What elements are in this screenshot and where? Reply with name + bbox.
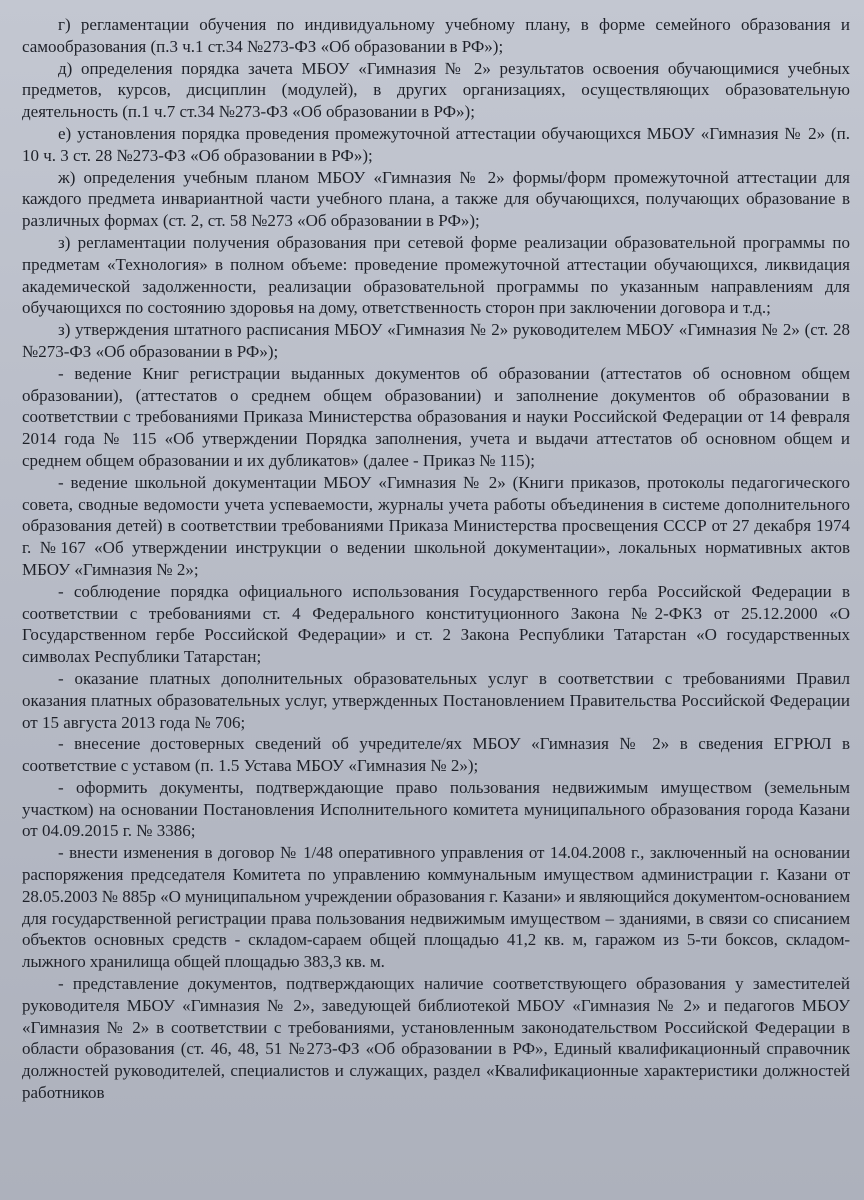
paragraph-z-network: з) регламентации получения образования при сетевой форме реализации образовательной программы по предметам «Технология» в полном объеме: проведение промежуточной аттестации обучающихся, ликвидация академической задолженности, реализации образовательной программы по указанным направлениям для обучающихся по состоянию здоровья на дому, ответственность сторон при заключении договора и т.д.; xyxy=(22,232,850,318)
list-item-education-documents: - представление документов, подтверждающих наличие соответствующего образования у заместителей руководителя МБОУ «Гимназия № 2», заведующей библиотекой МБОУ «Гимназия № 2» и педагогов МБОУ «Гимназия № 2» в соответствии с требованиями, установленным законодательством Российской Федерации в области образования (ст. 46, 48, 51 №273-ФЗ «Об образовании в РФ», Единый квалификационный справочник должностей руководителей, специалистов и служащих, раздел «Квалификационные характеристики должностей работников xyxy=(22,974,850,1103)
list-item-land-documents: - оформить документы, подтверждающие право пользования недвижимым имуществом (земельным участком) на основании Постановления Исполнительного комитета муниципального образования города Казани от 04.09.2015 г. № 3386; xyxy=(22,777,850,841)
paragraph-z-staffing: з) утверждения штатного расписания МБОУ «Гимназия № 2» руководителем МБОУ «Гимназия № 2» (ст. 28 №273-ФЗ «Об образовании в РФ»); xyxy=(22,320,850,361)
list-item-management-contract: - внести изменения в договор № 1/48 оперативного управления от 14.04.2008 г., заключенный на основании распоряжения председателя Комитета по управлению коммунальным имуществом администрации г. Казани от 28.05.2003 № 885р «О муниципальном учреждении образования г. Казани» и являющийся документом-основанием для государственной регистрации права пользования недвижимым имуществом – зданиями, в связи со списанием объектов основных средств - складом-сараем общей площадью 41,2 кв. м, гаражом из 5-ти боксов, складом-лыжного хранилища общей площадью 383,3 кв. м. xyxy=(22,843,850,972)
list-item-egrul: - внесение достоверных сведений об учредителе/ях МБОУ «Гимназия № 2» в сведения ЕГРЮЛ в соответствие с уставом (п. 1.5 Устава МБОУ «Гимназия № 2»); xyxy=(22,734,850,776)
list-item-certificate-books: - ведение Книг регистрации выданных документов об образовании (аттестатов об основном общем образовании), (аттестатов о среднем общем образовании) и заполнение документов об образовании в соответствии с требованиями Приказа Министерства образования и науки Российской Федерации от 14 февраля 2014 года № 115 «Об утверждении Порядка заполнения, учета и выдачи аттестатов об основном общем и среднем общем образовании и их дубликатов» (далее - Приказ № 115); xyxy=(22,363,850,470)
list-item-paid-services: - оказание платных дополнительных образовательных услуг в соответствии с требованиями Правил оказания платных образовательных услуг, утвержденных Постановлением Правительства Российской Федерации от 15 августа 2013 года № 706; xyxy=(22,668,850,732)
list-item-school-documentation: - ведение школьной документации МБОУ «Гимназия № 2» (Книги приказов, протоколы педагогического совета, сводные ведомости учета успеваемости, журналы учета работы объединения в системе дополнительного образования детей) в соответствии требованиями Приказа Министерства просвещения СССР от 27 декабря 1974 г. №167 «Об утверждении инструкции о ведении школьной документации», локальных нормативных актов МБОУ «Гимназия № 2»; xyxy=(22,472,850,579)
paragraph-e: е) установления порядка проведения промежуточной аттестации обучающихся МБОУ «Гимназия № 2» (п. 10 ч. 3 ст. 28 №273-ФЗ «Об образовании в РФ»); xyxy=(22,123,850,165)
paragraph-g: г) регламентации обучения по индивидуальному учебному плану, в форме семейного образования и самообразования (п.3 ч.1 ст.34 №273-ФЗ «Об образовании в РФ»); xyxy=(22,15,850,56)
paragraph-d: д) определения порядка зачета МБОУ «Гимназия № 2» результатов освоения обучающимися учебных предметов, курсов, дисциплин (модулей), в других организациях, осуществляющих образовательную деятельность (п.1 ч.7 ст.34 №273-ФЗ «Об образовании в РФ»); xyxy=(22,58,850,122)
list-item-coat-of-arms: - соблюдение порядка официального использования Государственного герба Российской Федерации в соответствии с требованиями ст. 4 Федерального конституционного Закона №2-ФКЗ от 25.12.2000 «О Государственном гербе Российской Федерации» и ст. 2 Закона Республики Татарстан «О государственных символах Республики Татарстан; xyxy=(22,581,850,667)
paragraph-zh: ж) определения учебным планом МБОУ «Гимназия № 2» формы/форм промежуточной аттестации для каждого предмета инвариантной части учебного плана, а также для обучающихся, получающих образование в различных формах (ст. 2, ст. 58 №273 «Об образовании в РФ»); xyxy=(22,167,850,231)
